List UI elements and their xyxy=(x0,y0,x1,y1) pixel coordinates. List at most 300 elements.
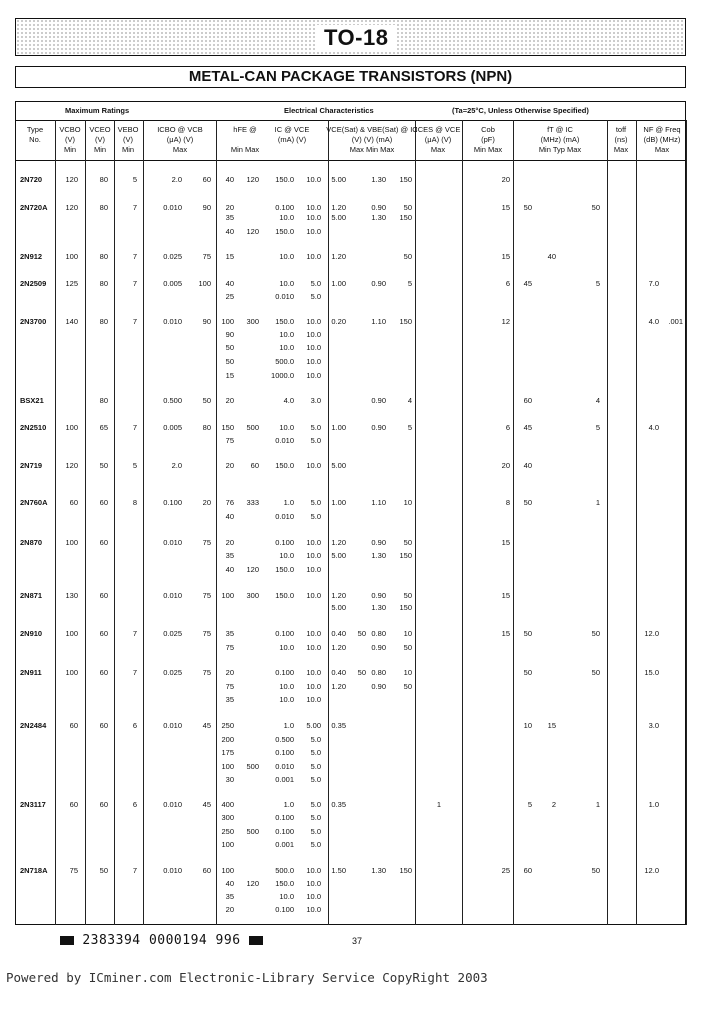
table-cell: 120 xyxy=(65,461,78,470)
table-cell: 500 xyxy=(246,827,259,836)
table-cell: 50 xyxy=(591,668,600,677)
table-cell: 150.0 xyxy=(275,175,294,184)
table-cell: 65 xyxy=(99,423,108,432)
row-type-no: 2N912 xyxy=(20,252,43,261)
table-cell: 5.00 xyxy=(331,213,346,222)
table-cell: 5.00 xyxy=(331,461,346,470)
table-cell: 0.010 xyxy=(163,800,182,809)
table-cell: 0.500 xyxy=(163,396,182,405)
table-cell: 10 xyxy=(403,629,412,638)
table-cell: 50 xyxy=(523,498,532,507)
table-cell: 10.0 xyxy=(279,279,294,288)
table-cell: 10.0 xyxy=(306,879,321,888)
table-cell: 15 xyxy=(225,252,234,261)
table-cell: 100 xyxy=(221,840,234,849)
table-cell: 20 xyxy=(225,203,234,212)
table-cell: 5.0 xyxy=(310,279,321,288)
table-cell: 75 xyxy=(202,538,211,547)
table-cell: 0.90 xyxy=(371,396,386,405)
group-electrical: Electrical Characteristics xyxy=(284,106,374,115)
table-cell: 75 xyxy=(202,629,211,638)
table-cell: 5.0 xyxy=(310,775,321,784)
table-cell: 10.0 xyxy=(306,227,321,236)
row-type-no: 2N911 xyxy=(20,668,42,677)
table-cell: 5.00 xyxy=(331,175,346,184)
table-cell: 500.0 xyxy=(275,357,294,366)
table-cell: 0.025 xyxy=(163,668,182,677)
table-cell: 10.0 xyxy=(306,892,321,901)
table-cell: 1.20 xyxy=(331,591,346,600)
table-cell: 10 xyxy=(523,721,532,730)
column-divider xyxy=(636,120,637,925)
table-cell: 10.0 xyxy=(306,668,321,677)
table-cell: 80 xyxy=(99,252,108,261)
table-cell: 6 xyxy=(132,800,137,809)
table-cell: 1.0 xyxy=(283,800,294,809)
table-cell: 12.0 xyxy=(644,866,659,875)
table-cell: 1.30 xyxy=(371,551,386,560)
table-cell: 0.025 xyxy=(163,252,182,261)
table-cell: 10.0 xyxy=(306,682,321,691)
table-cell: 0.20 xyxy=(331,317,346,326)
table-cell: 5.0 xyxy=(310,436,321,445)
table-cell: 0.010 xyxy=(275,292,294,301)
table-cell: 50 xyxy=(403,538,412,547)
table-cell: 15 xyxy=(501,591,510,600)
column-header-line: (V) xyxy=(123,135,133,144)
table-cell: 125 xyxy=(65,279,78,288)
table-cell: 0.90 xyxy=(371,538,386,547)
table-cell: 20 xyxy=(225,396,234,405)
table-cell: 0.100 xyxy=(275,905,294,914)
table-cell: 60 xyxy=(250,461,259,470)
table-cell: 150 xyxy=(399,551,412,560)
table-cell: 1.20 xyxy=(331,203,346,212)
table-cell: 0.90 xyxy=(371,591,386,600)
table-cell: 150 xyxy=(399,866,412,875)
table-cell: 6 xyxy=(132,721,137,730)
table-cell: 300 xyxy=(221,813,234,822)
table-cell: 20 xyxy=(225,461,234,470)
table-cell: 0.100 xyxy=(275,668,294,677)
column-header-line: No. xyxy=(29,135,41,144)
table-cell: 12 xyxy=(501,317,510,326)
table-cell: 10.0 xyxy=(279,423,294,432)
page-subtitle: METAL-CAN PACKAGE TRANSISTORS (NPN) xyxy=(15,66,686,88)
table-cell: 5 xyxy=(407,279,412,288)
table-cell: 60 xyxy=(99,591,108,600)
table-cell: 0.010 xyxy=(275,512,294,521)
table-cell: 35 xyxy=(225,892,234,901)
table-cell: 1.00 xyxy=(331,279,346,288)
table-cell: 75 xyxy=(202,252,211,261)
table-cell: 5.00 xyxy=(306,721,321,730)
table-cell: 1.10 xyxy=(371,317,386,326)
table-cell: 15 xyxy=(501,629,510,638)
table-cell: 75 xyxy=(225,682,234,691)
column-header-line: Min xyxy=(121,145,135,154)
table-cell: 60 xyxy=(523,396,532,405)
table-cell: 50 xyxy=(523,668,532,677)
column-divider xyxy=(55,120,56,925)
table-cell: 25 xyxy=(501,866,510,875)
table-cell: 150.0 xyxy=(275,317,294,326)
table-cell: 45 xyxy=(523,279,532,288)
table-cell: 150 xyxy=(399,603,412,612)
table-cell: 10.0 xyxy=(306,213,321,222)
table-cell: 250 xyxy=(221,721,234,730)
table-cell: 40 xyxy=(225,879,234,888)
table-cell: 10.0 xyxy=(279,695,294,704)
table-cell: 100 xyxy=(65,538,78,547)
table-cell: 10.0 xyxy=(306,538,321,547)
column-header-line: (mA) (V) xyxy=(277,135,307,144)
table-cell: 7 xyxy=(132,629,137,638)
table-cell: 2 xyxy=(551,800,556,809)
table-cell: 15 xyxy=(501,538,510,547)
table-cell: 4.0 xyxy=(283,396,294,405)
table-cell: 60 xyxy=(99,629,108,638)
table-cell: 80 xyxy=(99,279,108,288)
column-header-line: (ns) xyxy=(614,135,628,144)
column-divider xyxy=(114,120,115,925)
table-cell: 10.0 xyxy=(306,629,321,638)
credit-line: Powered by ICminer.com Electronic-Library Service CopyRight 2003 xyxy=(6,970,488,985)
table-cell: 500.0 xyxy=(275,866,294,875)
table-cell: 200 xyxy=(221,735,234,744)
table-cell: 50 xyxy=(523,629,532,638)
table-cell: 50 xyxy=(99,866,108,875)
table-cell: 90 xyxy=(202,203,211,212)
column-divider xyxy=(328,120,329,925)
table-cell: 10.0 xyxy=(279,343,294,352)
table-cell: 20 xyxy=(225,668,234,677)
row-type-no: 2N720 xyxy=(20,175,43,184)
table-cell: 6 xyxy=(505,279,510,288)
table-cell: 100 xyxy=(65,668,78,677)
table-cell: 0.500 xyxy=(275,735,294,744)
table-cell: 1 xyxy=(595,800,600,809)
table-cell: 100 xyxy=(221,866,234,875)
table-cell: 60 xyxy=(99,538,108,547)
table-cell: 120 xyxy=(65,203,78,212)
table-cell: 0.025 xyxy=(163,629,182,638)
page-number: 37 xyxy=(352,936,363,946)
table-cell: 10.0 xyxy=(279,213,294,222)
table-cell: 40 xyxy=(225,565,234,574)
column-header-line: Min Max xyxy=(473,145,503,154)
table-cell: 50 xyxy=(403,252,412,261)
row-type-no: 2N871 xyxy=(20,591,43,600)
row-type-no: 2N3117 xyxy=(20,800,46,809)
table-cell: 50 xyxy=(99,461,108,470)
table-cell: 1.20 xyxy=(331,538,346,547)
table-cell: 12.0 xyxy=(644,629,659,638)
table-cell: 4.0 xyxy=(648,317,659,326)
table-cell: 10.0 xyxy=(306,591,321,600)
table-cell: 120 xyxy=(246,227,259,236)
column-header-line: Min Max xyxy=(230,145,260,154)
table-cell: 10.0 xyxy=(306,643,321,652)
table-cell: 0.010 xyxy=(163,591,182,600)
table-cell: 10.0 xyxy=(306,357,321,366)
table-cell: 90 xyxy=(225,330,234,339)
row-type-no: 2N2509 xyxy=(20,279,47,288)
table-cell: 0.100 xyxy=(275,748,294,757)
table-cell: 0.010 xyxy=(275,762,294,771)
header-bottom-divider xyxy=(15,160,686,161)
table-cell: 5 xyxy=(407,423,412,432)
table-cell: 1.00 xyxy=(331,498,346,507)
table-cell: 1.30 xyxy=(371,213,386,222)
table-cell: 60 xyxy=(202,866,211,875)
column-divider xyxy=(462,120,463,925)
table-cell: 500 xyxy=(246,423,259,432)
table-cell: 120 xyxy=(246,879,259,888)
table-cell: 0.35 xyxy=(331,800,346,809)
table-cell: 150 xyxy=(399,213,412,222)
table-cell: 130 xyxy=(65,591,78,600)
table-cell: 100 xyxy=(221,317,234,326)
table-cell: 45 xyxy=(523,423,532,432)
table-cell: 1.50 xyxy=(331,866,346,875)
table-cell: 60 xyxy=(99,721,108,730)
column-divider xyxy=(415,120,416,925)
table-cell: 10.0 xyxy=(279,330,294,339)
table-cell: 5.0 xyxy=(310,512,321,521)
table-cell: 300 xyxy=(246,591,259,600)
column-header-line: NF @ Freq xyxy=(643,125,681,134)
column-header-line: toff xyxy=(615,125,627,134)
row-type-no: BSX21 xyxy=(20,396,44,405)
table-cell: 10.0 xyxy=(306,330,321,339)
table-cell: 20 xyxy=(225,538,234,547)
column-header-line: hFE @ xyxy=(233,125,257,134)
barcode-block-right xyxy=(249,936,263,945)
table-cell: 0.010 xyxy=(163,721,182,730)
table-cell: 7 xyxy=(132,252,137,261)
column-divider xyxy=(686,120,687,925)
column-header-line: (V) xyxy=(65,135,75,144)
table-cell: 10.0 xyxy=(306,343,321,352)
table-cell: 0.40 xyxy=(331,668,346,677)
table-cell: 50 xyxy=(403,643,412,652)
table-cell: 20 xyxy=(501,461,510,470)
column-header-line: Max xyxy=(430,145,446,154)
row-type-no: 2N870 xyxy=(20,538,43,547)
table-cell: 60 xyxy=(523,866,532,875)
column-divider xyxy=(143,120,144,925)
table-cell: 150 xyxy=(399,317,412,326)
table-cell: 10.0 xyxy=(279,682,294,691)
table-cell: 7.0 xyxy=(648,279,659,288)
table-cell: 1.30 xyxy=(371,175,386,184)
table-cell: 0.80 xyxy=(371,668,386,677)
table-cell: 1.00 xyxy=(331,423,346,432)
row-type-no: 2N2510 xyxy=(20,423,47,432)
table-cell: 5.0 xyxy=(310,800,321,809)
table-cell: 5.0 xyxy=(310,827,321,836)
table-cell: 1.20 xyxy=(331,252,346,261)
table-cell: 10.0 xyxy=(306,905,321,914)
table-cell: 0.90 xyxy=(371,643,386,652)
table-cell: 80 xyxy=(99,396,108,405)
barcode-block-left xyxy=(60,936,74,945)
table-cell: 60 xyxy=(69,721,78,730)
table-cell: 0.100 xyxy=(275,629,294,638)
table-cell: 6 xyxy=(505,423,510,432)
table-cell: 40 xyxy=(225,512,234,521)
table-cell: 300 xyxy=(246,317,259,326)
table-cell: 5.0 xyxy=(310,762,321,771)
table-cell: 75 xyxy=(202,668,211,677)
table-cell: 3.0 xyxy=(310,396,321,405)
table-cell: 10.0 xyxy=(306,461,321,470)
table-cell: 10.0 xyxy=(306,203,321,212)
table-cell: 60 xyxy=(99,498,108,507)
table-cell: 50 xyxy=(225,343,234,352)
table-cell: 40 xyxy=(547,252,556,261)
table-cell: 1.0 xyxy=(283,721,294,730)
column-header-line: Max xyxy=(172,145,188,154)
table-cell: 10 xyxy=(403,498,412,507)
table-cell: .001 xyxy=(668,317,683,326)
table-cell: 3.0 xyxy=(648,721,659,730)
table-cell: 80 xyxy=(99,175,108,184)
table-cell: 60 xyxy=(69,800,78,809)
column-header-line: Max Min Max xyxy=(349,145,395,154)
table-cell: 5.0 xyxy=(310,423,321,432)
table-cell: 4 xyxy=(595,396,600,405)
table-cell: 10.0 xyxy=(279,643,294,652)
table-cell: 60 xyxy=(69,498,78,507)
table-cell: 75 xyxy=(69,866,78,875)
table-cell: 10.0 xyxy=(306,317,321,326)
table-cell: 2.0 xyxy=(171,461,182,470)
table-cell: 50 xyxy=(591,629,600,638)
table-cell: 100 xyxy=(198,279,211,288)
table-cell: 120 xyxy=(246,565,259,574)
table-cell: 10.0 xyxy=(306,695,321,704)
table-cell: 40 xyxy=(225,279,234,288)
table-cell: 45 xyxy=(202,721,211,730)
row-type-no: 2N760A xyxy=(20,498,48,507)
table-cell: 10.0 xyxy=(279,551,294,560)
table-cell: 1.10 xyxy=(371,498,386,507)
table-cell: 100 xyxy=(221,591,234,600)
table-cell: 50 xyxy=(225,357,234,366)
table-cell: 0.35 xyxy=(331,721,346,730)
spec-table xyxy=(15,101,686,925)
table-cell: 333 xyxy=(246,498,259,507)
table-cell: 100 xyxy=(221,762,234,771)
table-cell: 150.0 xyxy=(275,591,294,600)
table-cell: 7 xyxy=(132,203,137,212)
table-cell: 0.100 xyxy=(163,498,182,507)
table-cell: 1.0 xyxy=(648,800,659,809)
table-cell: 4.0 xyxy=(648,423,659,432)
table-cell: 15 xyxy=(501,203,510,212)
table-cell: 5.0 xyxy=(310,292,321,301)
column-divider xyxy=(607,120,608,925)
table-cell: 100 xyxy=(65,252,78,261)
table-cell: 5.0 xyxy=(310,840,321,849)
table-cell: 0.90 xyxy=(371,423,386,432)
table-cell: 60 xyxy=(202,175,211,184)
table-cell: 80 xyxy=(99,317,108,326)
group-conditions: (Ta=25°C, Unless Otherwise Specified) xyxy=(452,106,589,115)
table-cell: 90 xyxy=(202,317,211,326)
table-cell: 35 xyxy=(225,551,234,560)
row-type-no: 2N718A xyxy=(20,866,48,875)
table-cell: 0.001 xyxy=(275,840,294,849)
table-cell: 40 xyxy=(225,175,234,184)
table-cell: 35 xyxy=(225,213,234,222)
table-cell: 35 xyxy=(225,695,234,704)
table-cell: 5.00 xyxy=(331,551,346,560)
table-cell: 1 xyxy=(595,498,600,507)
table-cell: 400 xyxy=(221,800,234,809)
header-divider xyxy=(15,120,686,121)
table-cell: 10 xyxy=(403,668,412,677)
table-cell: 7 xyxy=(132,423,137,432)
table-cell: 0.100 xyxy=(275,813,294,822)
table-cell: 60 xyxy=(99,668,108,677)
table-cell: 75 xyxy=(225,643,234,652)
table-cell: 15 xyxy=(501,252,510,261)
table-cell: 0.90 xyxy=(371,279,386,288)
table-cell: 10.0 xyxy=(306,371,321,380)
table-cell: 2.0 xyxy=(171,175,182,184)
table-cell: 5.0 xyxy=(310,735,321,744)
table-cell: 175 xyxy=(221,748,234,757)
table-cell: 10.0 xyxy=(306,866,321,875)
table-cell: 30 xyxy=(225,775,234,784)
table-cell: 100 xyxy=(65,629,78,638)
column-header-line: Type xyxy=(26,125,44,134)
table-cell: 15 xyxy=(547,721,556,730)
column-header-line: (pF) xyxy=(481,135,495,144)
table-cell: 1.20 xyxy=(331,682,346,691)
column-header-line: (μA) (V) xyxy=(166,135,194,144)
table-cell: 50 xyxy=(591,203,600,212)
table-cell: 0.100 xyxy=(275,203,294,212)
table-cell: 50 xyxy=(591,866,600,875)
table-cell: 5 xyxy=(132,461,137,470)
table-cell: 10.0 xyxy=(306,565,321,574)
column-header-line: (μA) (V) xyxy=(424,135,452,144)
table-cell: 35 xyxy=(225,629,234,638)
table-cell: 0.010 xyxy=(163,538,182,547)
table-cell: 0.005 xyxy=(163,279,182,288)
column-header-line: Max xyxy=(613,145,629,154)
table-cell: 1.20 xyxy=(331,643,346,652)
table-cell: 140 xyxy=(65,317,78,326)
table-cell: 40 xyxy=(225,227,234,236)
table-cell: 8 xyxy=(505,498,510,507)
column-divider xyxy=(216,120,217,925)
column-header-line: fT @ IC xyxy=(547,125,573,134)
table-cell: 250 xyxy=(221,827,234,836)
table-cell: 1000.0 xyxy=(271,371,294,380)
table-cell: 10.0 xyxy=(306,252,321,261)
table-cell: 45 xyxy=(202,800,211,809)
table-cell: 1.30 xyxy=(371,866,386,875)
row-type-no: 2N910 xyxy=(20,629,43,638)
table-cell: 1.30 xyxy=(371,603,386,612)
column-header-line: VCBO xyxy=(59,125,81,134)
table-cell: 50 xyxy=(357,668,366,677)
